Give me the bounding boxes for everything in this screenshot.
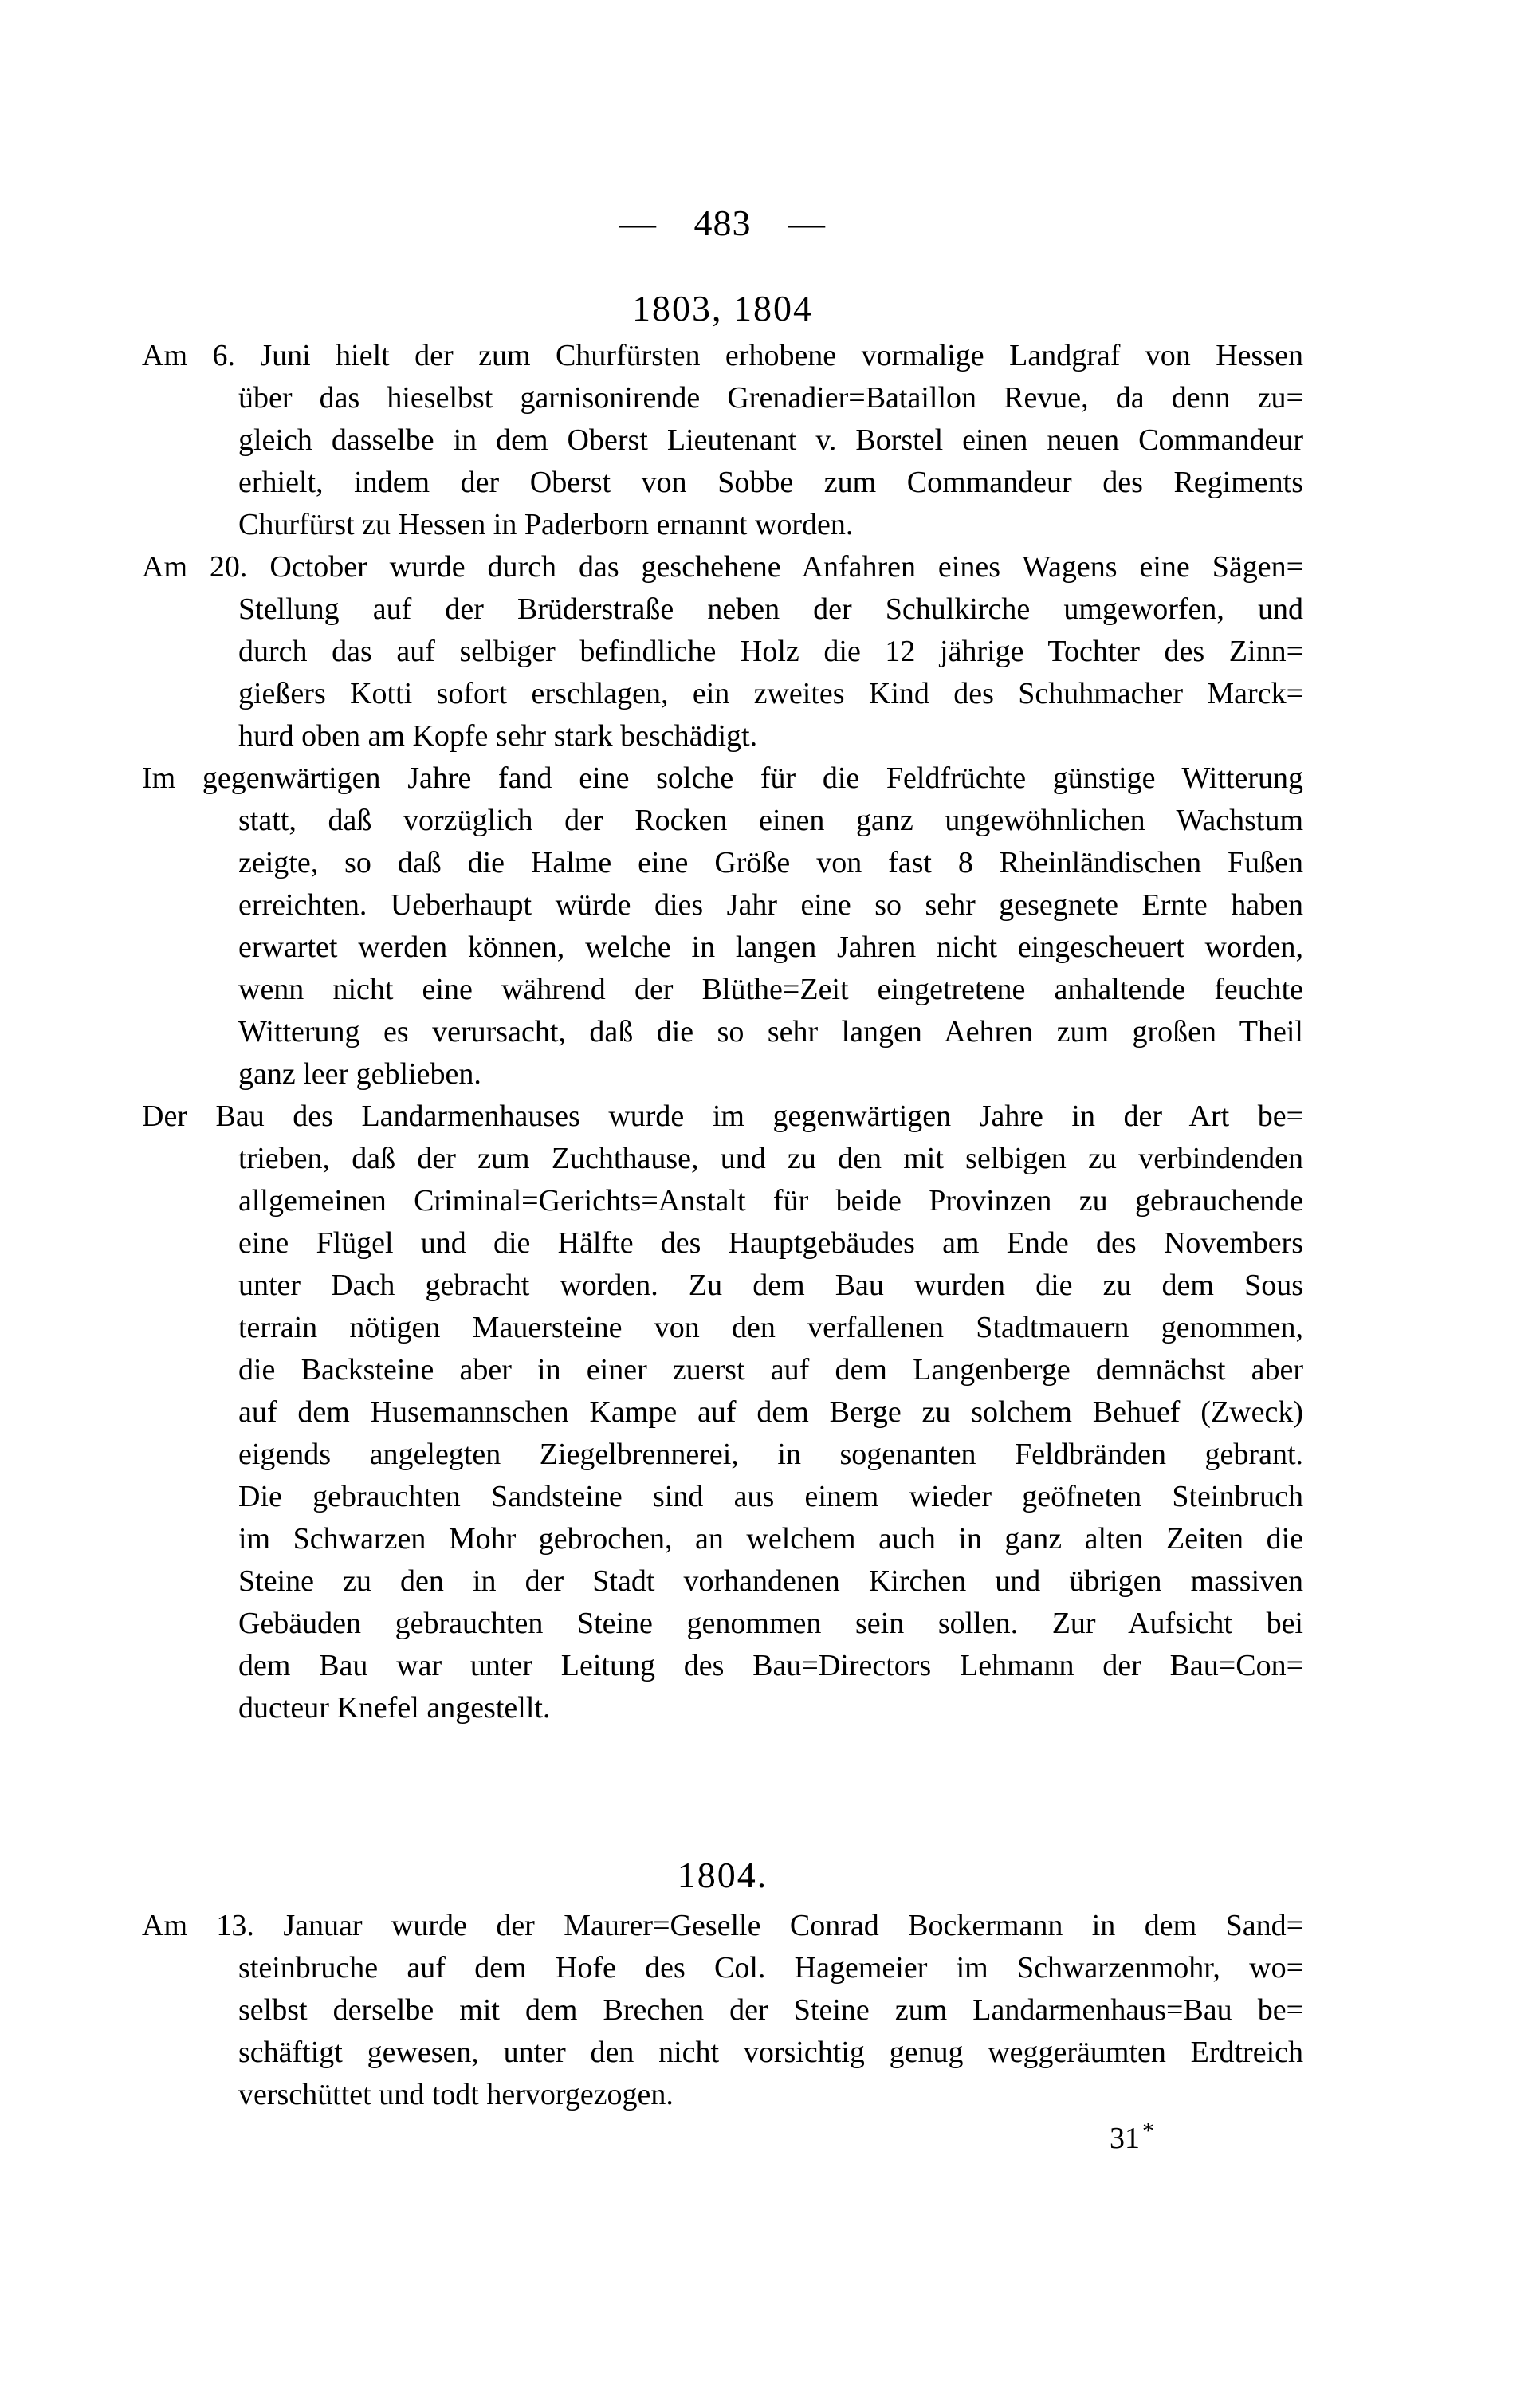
- page-number: — 483 —: [619, 203, 826, 243]
- text-line: zeigte, so daß die Halme eine Größe von fast 8 Rheinländischen Fußen: [238, 846, 1303, 879]
- text-line: Steine zu den in der Stadt vorhandenen Kirchen und übrigen massiven: [238, 1564, 1303, 1598]
- text-line: terrain nötigen Mauersteine von den verfallenen Stadtmauern genommen,: [238, 1311, 1303, 1344]
- text-line: Am 13. Januar wurde der Maurer=Geselle Conrad Bockermann in dem Sand=: [142, 1909, 1303, 1942]
- text-line: selbst derselbe mit dem Brechen der Steine zum Landarmenhaus=Bau be=: [238, 1993, 1303, 2027]
- text-line: auf dem Husemannschen Kampe auf dem Berge zu solchem Behuef (Zweck): [238, 1395, 1303, 1429]
- year-heading: 1804.: [677, 1855, 768, 1895]
- text-line: Der Bau des Landarmenhauses wurde im gegenwärtigen Jahre in der Art be=: [142, 1100, 1303, 1133]
- text-line: Die gebrauchten Sandsteine sind aus einem wieder geöfneten Steinbruch: [238, 1480, 1303, 1513]
- text-line: die Backsteine aber in einer zuerst auf dem Langenberge demnächst aber: [238, 1353, 1303, 1387]
- text-line: dem Bau war unter Leitung des Bau=Directors Lehmann der Bau=Con=: [238, 1649, 1303, 1682]
- text-line: Am 6. Juni hielt der zum Churfürsten erhobene vormalige Landgraf von Hessen: [142, 339, 1303, 372]
- text-line: über das hieselbst garnisonirende Grenadier=Bataillon Revue, da denn zu=: [238, 381, 1303, 415]
- text-line: Churfürst zu Hessen in Paderborn ernannt worden.: [238, 508, 854, 541]
- signature-number: 31: [1110, 2122, 1140, 2155]
- signature-asterisk: *: [1142, 2118, 1154, 2144]
- text-line: im Schwarzen Mohr gebrochen, an welchem auch in ganz alten Zeiten die: [238, 1522, 1303, 1556]
- text-line: ducteur Knefel angestellt.: [238, 1691, 551, 1725]
- text-line: allgemeinen Criminal=Gerichts=Anstalt für beide Provinzen zu gebrauchende: [238, 1184, 1303, 1218]
- text-line: erwartet werden können, welche in langen Jahren nicht eingescheuert worden,: [238, 930, 1303, 964]
- text-line: hurd oben am Kopfe sehr stark beschädigt.: [238, 719, 758, 753]
- text-line: erreichten. Ueberhaupt würde dies Jahr eine so sehr gesegnete Ernte haben: [238, 888, 1303, 922]
- paragraph: [142, 1096, 1303, 1729]
- text-line: Im gegenwärtigen Jahre fand eine solche für die Feldfrüchte günstige Witterung: [142, 761, 1303, 795]
- sections-container: [142, 289, 1303, 2116]
- text-line: steinbruche auf dem Hofe des Col. Hagemeier im Schwarzenmohr, wo=: [238, 1951, 1303, 1985]
- text-line: unter Dach gebracht worden. Zu dem Bau wurden die zu dem Sous: [238, 1269, 1303, 1302]
- text-line: schäftigt gewesen, unter den nicht vorsichtig genug weggeräumten Erdtreich: [238, 2036, 1303, 2069]
- paragraph: [142, 1905, 1303, 2116]
- text-line: eigends angelegten Ziegelbrennerei, in sogenanten Feldbränden gebrant.: [238, 1438, 1303, 1471]
- text-line: verschüttet und todt hervorgezogen.: [238, 2078, 674, 2111]
- paragraph: [142, 757, 1303, 1096]
- text-line: Gebäuden gebrauchten Steine genommen sein sollen. Zur Aufsicht bei: [238, 1607, 1303, 1640]
- text-line: gleich dasselbe in dem Oberst Lieutenant v. Borstel einen neuen Commandeur: [238, 423, 1303, 457]
- text-line: wenn nicht eine während der Blüthe=Zeit eingetretene anhaltende feuchte: [238, 973, 1303, 1006]
- text-line: statt, daß vorzüglich der Rocken einen ganz ungewöhnlichen Wachstum: [238, 804, 1303, 837]
- text-block: [142, 204, 1303, 2116]
- text-line: ganz leer geblieben.: [238, 1057, 481, 1091]
- text-line: Stellung auf der Brüderstraße neben der Schulkirche umgeworfen, und: [238, 592, 1303, 626]
- text-line: eine Flügel und die Hälfte des Hauptgebäudes am Ende des Novembers: [238, 1226, 1303, 1260]
- text-line: Am 20. October wurde durch das geschehene Anfahren eines Wagens eine Sägen=: [142, 550, 1303, 584]
- text-line: trieben, daß der zum Zuchthause, und zu den mit selbigen zu verbindenden: [238, 1142, 1303, 1175]
- text-line: Witterung es verursacht, daß die so sehr langen Aehren zum großen Theil: [238, 1015, 1303, 1048]
- year-heading: 1803, 1804: [632, 288, 813, 329]
- text-line: erhielt, indem der Oberst von Sobbe zum Commandeur des Regiments: [238, 466, 1303, 499]
- text-line: durch das auf selbiger befindliche Holz die 12 jährige Tochter des Zinn=: [238, 635, 1303, 668]
- paragraph: [142, 335, 1303, 546]
- paragraph: [142, 546, 1303, 757]
- signature-mark: [1110, 2115, 1154, 2155]
- text-line: gießers Kotti sofort erschlagen, ein zweites Kind des Schuhmacher Marck=: [238, 677, 1303, 710]
